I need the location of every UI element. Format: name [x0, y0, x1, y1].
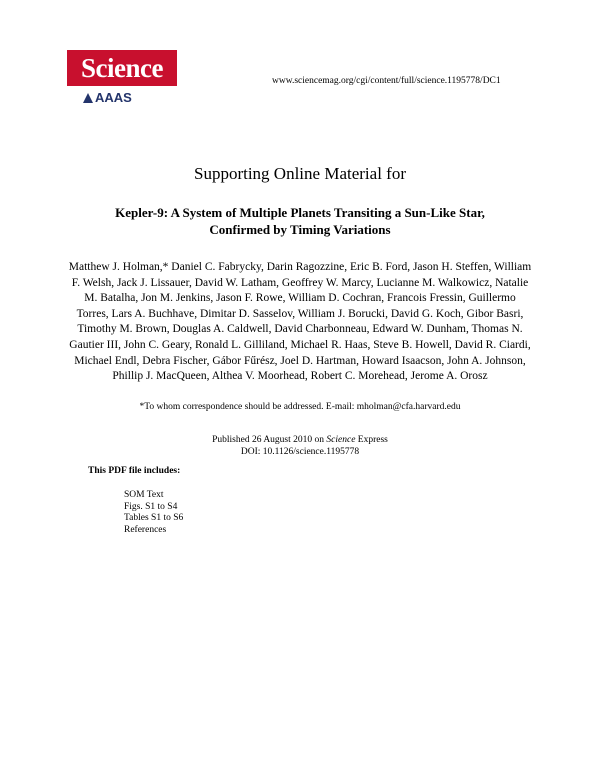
- paper-title-line-2: Confirmed by Timing Variations: [209, 222, 391, 237]
- correspondence-note: *To whom correspondence should be addressed. E-mail: mholman@cfa.harvard.edu: [139, 402, 461, 412]
- author-list: Matthew J. Holman,* Daniel C. Fabrycky, Darin Ragozzine, Eric B. Ford, Jason H. Steffen, William F. Welsh, Jack J. Lissauer, David W. Latham, Geoffrey W. Marcy, Lucianne M. Walkowicz, Natalie M. Batalha, Jon M. Jenkins, Jason F. Rowe, William D. Cochran, Francois Fressin, Guillermo Torres, Lars A. Buchhave, Dimitar D. Sasselov, William J. Borucki, David G. Koch, Gibor Basri, Timothy M. Brown, Douglas A. Caldwell, David Charbonneau, Edward W. Dunham, Thomas N. Gautier III, John C. Geary, Ronald L. Gilliland, Michael R. Haas, Steve B. Howell, David R. Ciardi, Michael Endl, Debra Fischer, Gábor Fűrész, Joel D. Hartman, Howard Isaacson, John A. Johnson, Phillip J. MacQueen, Althea V. Moorhead, Robert C. Morehead, Jerome A. Orosz: [68, 261, 532, 383]
- published-suffix: Express: [357, 435, 388, 445]
- published-line: [0, 434, 600, 446]
- published-journal: Science: [326, 435, 356, 445]
- includes-item: Figs. S1 to S4: [124, 501, 178, 512]
- science-logo-wordmark: Science: [67, 50, 177, 86]
- includes-item: References: [124, 524, 167, 535]
- doi: DOI: 10.1126/science.1195778: [240, 447, 360, 457]
- paper-title: [60, 204, 540, 238]
- aaas-logo: [67, 90, 177, 105]
- som-title: Supporting Online Material for: [194, 164, 406, 183]
- includes-list: [124, 490, 183, 536]
- includes-item: Tables S1 to S6: [124, 513, 184, 523]
- published-prefix: Published 26 August 2010 on: [212, 435, 325, 445]
- paper-title-line-1: Kepler-9: A System of Multiple Planets Transiting a Sun-Like Star,: [115, 205, 485, 220]
- includes-heading: This PDF file includes:: [88, 466, 181, 476]
- includes-item: SOM Text: [124, 490, 164, 500]
- science-logo: [67, 50, 177, 105]
- aaas-label: AAAS: [95, 90, 132, 105]
- publication-info: [0, 434, 600, 458]
- aaas-triangle-icon: [83, 93, 93, 103]
- header-url[interactable]: www.sciencemag.org/cgi/content/full/science.1195778/DC1: [272, 76, 501, 86]
